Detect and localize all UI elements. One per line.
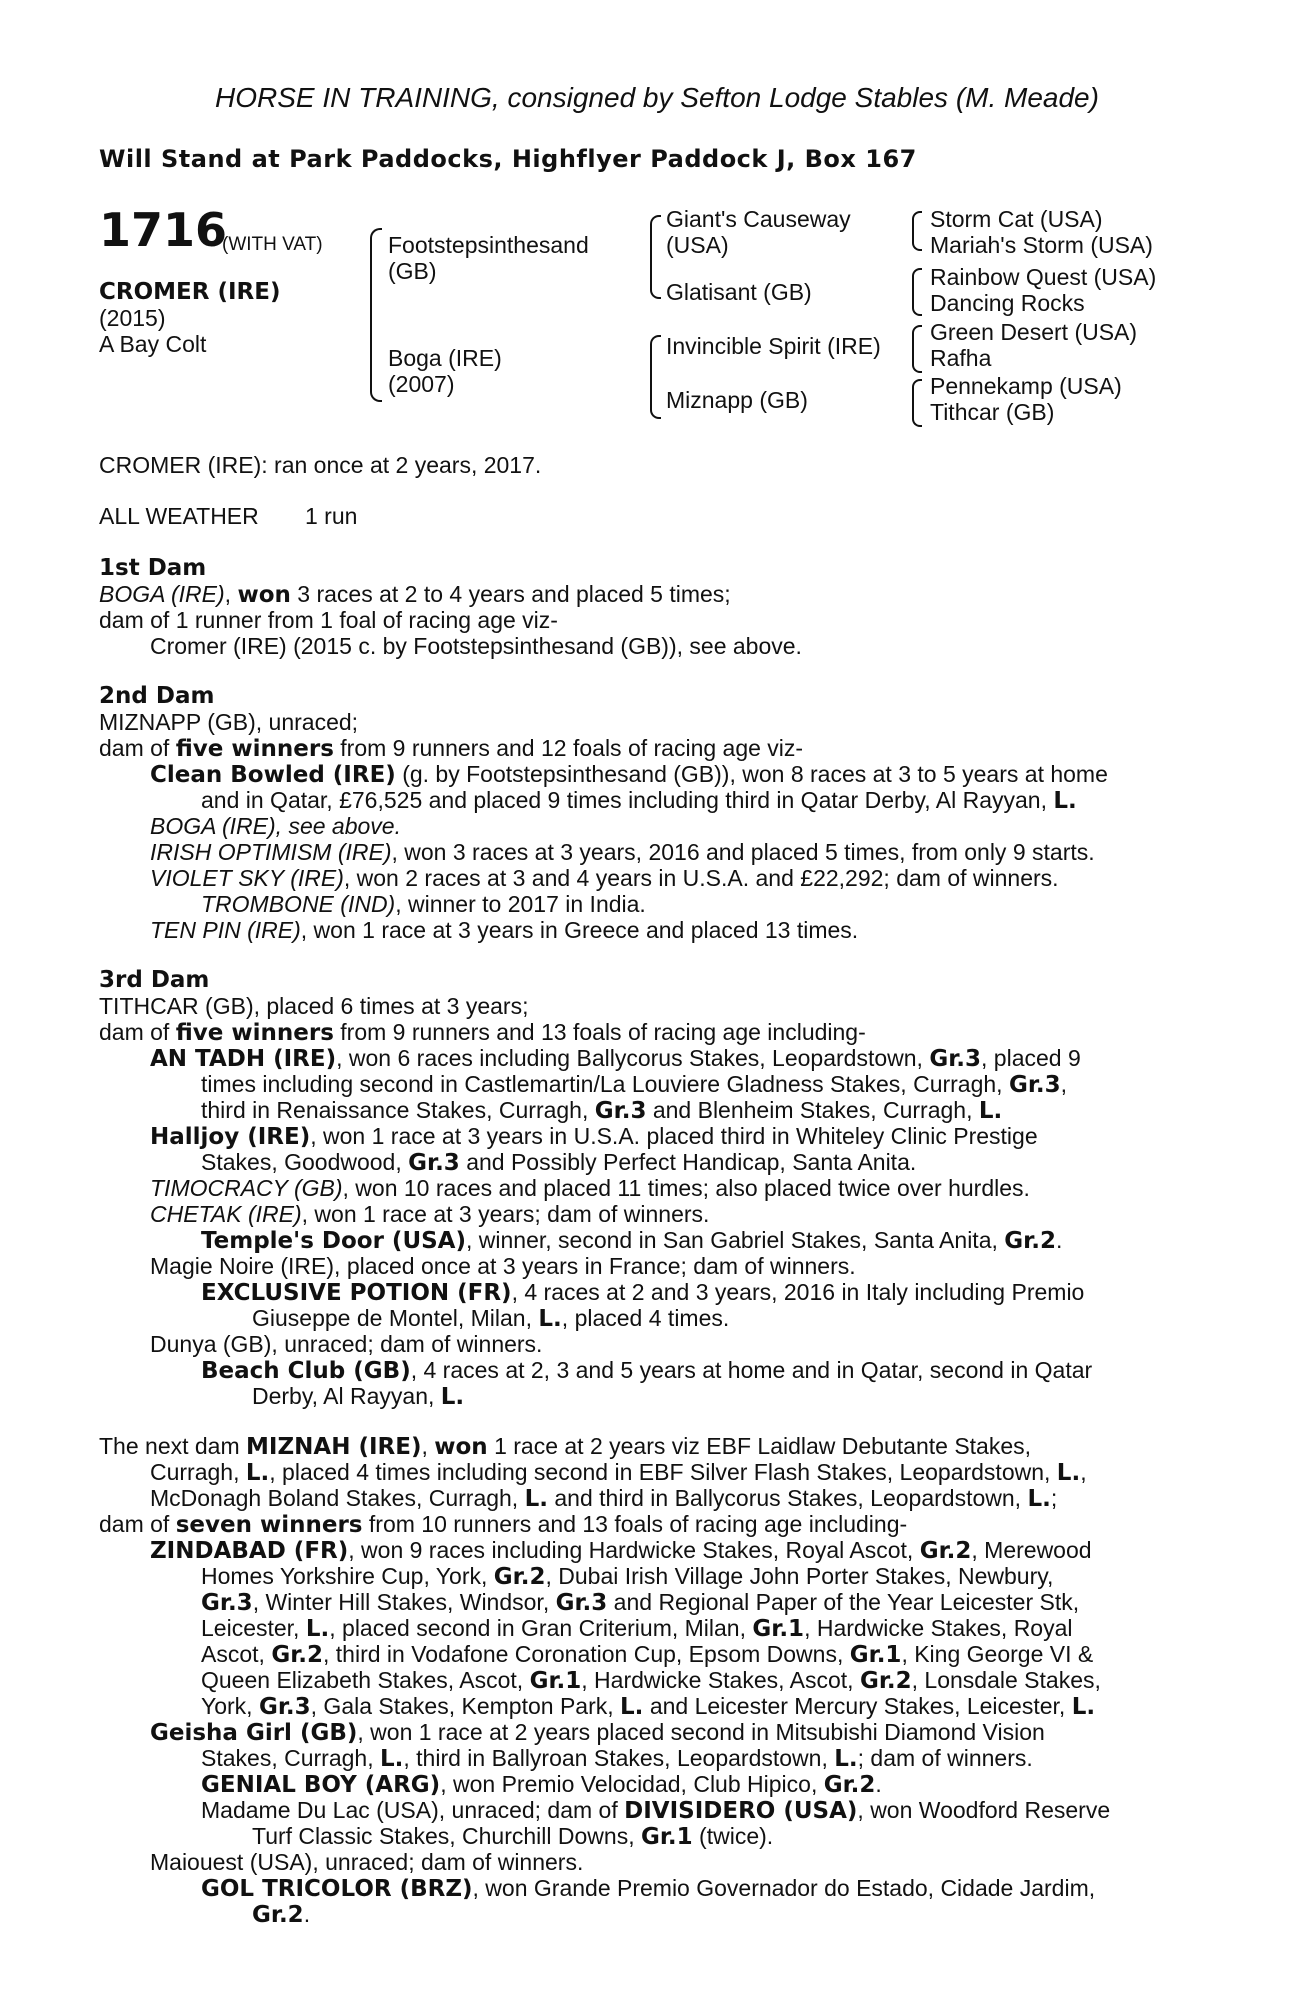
produce-line [201, 1772, 882, 1799]
winners-count: seven winners [175, 1512, 363, 1538]
text: , placed second in Gran Criterium, Milan, [329, 1615, 753, 1641]
text: times including second in Castlemartin/La Louviere Gladness Stakes, Curragh, [201, 1071, 1009, 1097]
first-dam-line: dam of 1 runner from 1 foal of racing age viz- [99, 607, 558, 633]
next-dam-line [150, 1486, 1057, 1513]
produce-line [201, 1746, 1033, 1773]
grade: Gr.1 [529, 1668, 582, 1694]
pedigree-dam-dam: Miznapp (GB) [666, 387, 808, 413]
horse-name: EXCLUSIVE POTION (FR) [201, 1280, 512, 1306]
produce-line [150, 1538, 1092, 1565]
grade: Gr.2 [271, 1642, 323, 1668]
text: dam of [99, 735, 176, 761]
text: (g. by Footstepsinthesand (GB)), won 8 races at 3 to 5 years at home [395, 761, 1108, 787]
grade: Gr.3 [555, 1590, 608, 1616]
dam-name: BOGA (IRE) [99, 581, 225, 607]
winners-count: five winners [175, 736, 334, 762]
text: , winner, second in San Gabriel Stakes, Santa Anita, [466, 1227, 1005, 1253]
pedigree-sire-suffix: (GB) [388, 258, 437, 284]
horse-name: Halljoy (IRE) [150, 1124, 311, 1150]
next-dam-line [99, 1512, 907, 1539]
text: Derby, Al Rayyan, [252, 1383, 441, 1409]
first-dam-line [99, 582, 731, 609]
consignor-heading: HORSE IN TRAINING, consigned by Sefton Lodge Stables (M. Meade) [215, 82, 1099, 113]
text: , won 1 race at 3 years in Greece and placed 13 times. [300, 917, 859, 943]
pedigree-brace [370, 228, 382, 402]
text: , Hardwicke Stakes, Ascot, [581, 1667, 860, 1693]
grade: Gr.2 [823, 1772, 876, 1798]
pedigree-dam-sire: Invincible Spirit (IRE) [666, 333, 881, 359]
text: , won 9 races including Hardwicke Stakes, Royal Ascot, [348, 1537, 920, 1563]
produce-line [252, 1824, 773, 1851]
horse-name: Temple's Door (USA) [201, 1228, 466, 1254]
vat-note: (WITH VAT) [222, 234, 323, 255]
text: , [1060, 1071, 1068, 1097]
text: , Dubai Irish Village John Porter Stakes, Newbury, [545, 1563, 1054, 1589]
grade: Gr.3 [929, 1046, 982, 1072]
text: , won 2 races at 3 and 4 years in U.S.A. and £22,292; dam of winners. [343, 865, 1059, 891]
surface-runs: 1 run [305, 503, 358, 529]
grade: L. [620, 1694, 644, 1720]
text: Ascot, [201, 1641, 272, 1667]
produce-line: Magie Noire (IRE), placed once at 3 years in France; dam of winners. [150, 1253, 856, 1279]
text: , third in Vodafone Coronation Cup, Epsom Downs, [323, 1641, 850, 1667]
grade: Gr.1 [640, 1824, 693, 1850]
pedigree-brace [912, 211, 922, 251]
pedigree-brace [650, 335, 661, 419]
horse-name: TIMOCRACY (GB) [150, 1175, 343, 1201]
third-dam-heading: 3rd Dam [99, 967, 210, 993]
pedigree-brace [912, 268, 922, 316]
text: . [303, 1901, 311, 1927]
grade: Gr.3 [1008, 1072, 1061, 1098]
text: from 10 runners and 13 foals of racing age including- [362, 1511, 908, 1537]
text: dam of [99, 1511, 176, 1537]
grade: L. [524, 1486, 548, 1512]
text: and Blenheim Stakes, Curragh, [646, 1097, 979, 1123]
text: Queen Elizabeth Stakes, Ascot, [201, 1667, 530, 1693]
text: and Regional Paper of the Year Leicester Stk, [607, 1589, 1080, 1615]
pedigree-gen3-3: Rainbow Quest (USA) [930, 264, 1157, 290]
text: 1 race at 2 years viz EBF Laidlaw Debutante Stakes, [487, 1433, 1032, 1459]
produce-line [201, 1280, 1084, 1307]
text: , [421, 1433, 435, 1459]
text: , won 6 races including Ballycorus Stakes, Leopardstown, [336, 1045, 930, 1071]
text: , Merewood [971, 1537, 1092, 1563]
grade: L. [440, 1384, 465, 1410]
first-dam-produce: Cromer (IRE) (2015 c. by Footstepsinthesand (GB)), see above. [150, 633, 802, 659]
text: 3 races at 2 to 4 years and placed 5 times; [290, 581, 731, 607]
text: . [875, 1771, 882, 1797]
produce-line [201, 1358, 1092, 1385]
first-dam-heading: 1st Dam [99, 555, 207, 581]
horse-description: A Bay Colt [99, 331, 207, 357]
text: ; [1050, 1485, 1058, 1511]
horse-name: GENIAL BOY (ARG) [201, 1772, 441, 1798]
pedigree-dam-suffix: (2007) [388, 371, 455, 397]
text: , Lonsdale Stakes, [911, 1667, 1101, 1693]
horse-name: CHETAK (IRE) [150, 1201, 302, 1227]
horse-name: CROMER (IRE) [99, 279, 281, 305]
produce-line [201, 1228, 1062, 1255]
horse-name: Clean Bowled (IRE) [150, 762, 396, 788]
produce-line [201, 1694, 1095, 1721]
won-label: won [237, 582, 291, 608]
pedigree-gen3-5: Green Desert (USA) [930, 319, 1138, 345]
grade: Gr.3 [408, 1150, 460, 1176]
produce-line [150, 1124, 1038, 1151]
pedigree-sire-sire-suffix: (USA) [666, 232, 729, 258]
horse-name: MIZNAH (IRE) [246, 1434, 422, 1460]
horse-name: TROMBONE (IND) [201, 891, 396, 917]
text: , won 10 races and placed 11 times; also placed twice over hurdles. [342, 1175, 1030, 1201]
text: Turf Classic Stakes, Churchill Downs, [252, 1823, 641, 1849]
text: , Gala Stakes, Kempton Park, [310, 1693, 621, 1719]
won-label: won [434, 1434, 488, 1460]
grade: L. [305, 1616, 330, 1642]
text: , placed 4 times including second in EBF Silver Flash Stakes, Leopardstown, [269, 1459, 1057, 1485]
grade: L. [538, 1306, 562, 1332]
horse-name: DIVISIDERO (USA) [624, 1798, 858, 1824]
grade: Gr.2 [493, 1564, 546, 1590]
pedigree-sire-dam: Glatisant (GB) [666, 279, 812, 305]
text: and third in Ballycorus Stakes, Leopardstown, [548, 1485, 1028, 1511]
horse-name: TEN PIN (IRE) [150, 917, 301, 943]
grade: L. [1056, 1460, 1081, 1486]
text: , 4 races at 2, 3 and 5 years at home and in Qatar, second in Qatar [410, 1357, 1093, 1383]
horse-name: IRISH OPTIMISM (IRE) [150, 839, 392, 865]
text: , won 1 race at 3 years in U.S.A. placed third in Whiteley Clinic Prestige [310, 1123, 1038, 1149]
produce-line: BOGA (IRE), see above. [150, 813, 401, 839]
produce-line [150, 1176, 1030, 1202]
produce-line [150, 866, 1059, 892]
produce-line [150, 1720, 1045, 1747]
horse-name: VIOLET SKY (IRE) [150, 865, 344, 891]
text: and in Qatar, £76,525 and placed 9 times including third in Qatar Derby, Al Rayyan, [201, 787, 1054, 813]
grade: L. [245, 1460, 270, 1486]
text: Stakes, Curragh, [201, 1745, 380, 1771]
produce-line [150, 840, 1095, 866]
pedigree-brace [912, 379, 922, 427]
produce-line [201, 1590, 1079, 1617]
horse-year: (2015) [99, 305, 166, 331]
winners-count: five winners [175, 1020, 334, 1046]
produce-line [201, 1876, 1095, 1903]
text: dam of [99, 1019, 176, 1045]
text: Leicester, [201, 1615, 306, 1641]
produce-line [252, 1306, 729, 1333]
produce-line [201, 1616, 1073, 1643]
grade: L. [379, 1746, 404, 1772]
pedigree-brace [912, 325, 922, 373]
pedigree-sire-sire: Giant's Causeway [666, 206, 851, 232]
text: , placed 4 times. [561, 1305, 730, 1331]
produce-line [201, 892, 646, 918]
text: , won Woodford Reserve [857, 1797, 1111, 1823]
text: , [1080, 1459, 1087, 1485]
text: Curragh, [150, 1459, 246, 1485]
grade: Gr.1 [752, 1616, 805, 1642]
pedigree-brace [650, 215, 661, 299]
text: and Possibly Perfect Handicap, Santa Anita. [459, 1149, 917, 1175]
produce-line [201, 1150, 916, 1177]
pedigree-gen3-2: Mariah's Storm (USA) [930, 232, 1153, 258]
text: Homes Yorkshire Cup, York, [201, 1563, 494, 1589]
horse-name: Beach Club (GB) [201, 1358, 411, 1384]
pedigree-gen3-6: Rafha [930, 345, 992, 371]
grade: L. [1071, 1694, 1096, 1720]
pedigree-gen3-8: Tithcar (GB) [930, 399, 1055, 425]
horse-name: ZINDABAD (FR) [150, 1538, 349, 1564]
produce-line [252, 1384, 464, 1411]
second-dam-heading: 2nd Dam [99, 683, 215, 709]
horse-name: GOL TRICOLOR (BRZ) [201, 1876, 473, 1902]
text: , won 1 race at 3 years; dam of winners. [301, 1201, 710, 1227]
second-dam-line: MIZNAPP (GB), unraced; [99, 709, 359, 735]
next-dam-line [150, 1460, 1087, 1487]
produce-line [201, 1564, 1053, 1591]
grade: L. [1027, 1486, 1051, 1512]
text: , Winter Hill Stakes, Windsor, [252, 1589, 556, 1615]
produce-line [150, 762, 1108, 789]
text: , Hardwicke Stakes, Royal [804, 1615, 1073, 1641]
text: from 9 runners and 13 foals of racing age including- [333, 1019, 866, 1045]
text: Stakes, Goodwood, [201, 1149, 409, 1175]
grade: L. [978, 1098, 1003, 1124]
grade: Gr.1 [849, 1642, 902, 1668]
text: . [1055, 1227, 1063, 1253]
horse-name: Geisha Girl (GB) [150, 1720, 358, 1746]
text: , [224, 581, 238, 607]
grade: L. [1053, 788, 1077, 814]
produce-line: Maiouest (USA), unraced; dam of winners. [150, 1849, 584, 1875]
text: , King George VI & [901, 1641, 1094, 1667]
pedigree-gen3-4: Dancing Rocks [930, 290, 1085, 316]
lot-number: 1716 [99, 203, 228, 257]
grade: Gr.3 [258, 1694, 311, 1720]
grade: L. [834, 1746, 858, 1772]
stand-location: Will Stand at Park Paddocks, Highflyer Paddock J, Box 167 [99, 145, 917, 173]
pedigree-gen3-1: Storm Cat (USA) [930, 206, 1103, 232]
horse-name: AN TADH (IRE) [150, 1046, 337, 1072]
grade: Gr.2 [1004, 1228, 1056, 1254]
grade: Gr.2 [252, 1902, 304, 1928]
produce-line [201, 788, 1077, 815]
grade: Gr.3 [594, 1098, 647, 1124]
pedigree-sire: Footstepsinthesand [388, 232, 589, 258]
surface-label: ALL WEATHER [99, 503, 259, 529]
text: , won Premio Velocidad, Club Hipico, [440, 1771, 824, 1797]
text: Giuseppe de Montel, Milan, [252, 1305, 539, 1331]
text: ; dam of winners. [857, 1745, 1033, 1771]
text: , won 3 races at 3 years, 2016 and placed 5 times, from only 9 starts. [391, 839, 1095, 865]
produce-line [150, 1046, 1081, 1073]
text: York, [201, 1693, 259, 1719]
produce-line [252, 1902, 310, 1929]
grade: Gr.2 [859, 1668, 912, 1694]
text: from 9 runners and 12 foals of racing age viz- [333, 735, 804, 761]
text: , 4 races at 2 and 3 years, 2016 in Italy including Premio [511, 1279, 1085, 1305]
text: and Leicester Mercury Stakes, Leicester, [643, 1693, 1072, 1719]
produce-line [201, 1668, 1101, 1695]
grade: Gr.2 [919, 1538, 972, 1564]
text: , placed 9 [981, 1045, 1081, 1071]
produce-line [150, 918, 858, 944]
produce-line [201, 1072, 1067, 1099]
third-dam-line [99, 1020, 866, 1047]
text: , winner to 2017 in India. [395, 891, 646, 917]
third-dam-line: TITHCAR (GB), placed 6 times at 3 years; [99, 993, 529, 1019]
race-record-summary: CROMER (IRE): ran once at 2 years, 2017. [99, 452, 542, 478]
text: Madame Du Lac (USA), unraced; dam of [201, 1797, 625, 1823]
grade: Gr.3 [201, 1590, 253, 1616]
next-dam-line [99, 1434, 1031, 1461]
text: , third in Ballyroan Stakes, Leopardstown, [403, 1745, 835, 1771]
text: (twice). [692, 1823, 774, 1849]
text: The next dam [99, 1433, 247, 1459]
text: third in Renaissance Stakes, Curragh, [201, 1097, 595, 1123]
pedigree-dam: Boga (IRE) [388, 345, 502, 371]
second-dam-line [99, 736, 803, 763]
pedigree-gen3-7: Pennekamp (USA) [930, 373, 1122, 399]
text: , won Grande Premio Governador do Estado, Cidade Jardim, [472, 1875, 1096, 1901]
text: McDonagh Boland Stakes, Curragh, [150, 1485, 525, 1511]
text: , won 1 race at 2 years placed second in Mitsubishi Diamond Vision [357, 1719, 1045, 1745]
produce-line [150, 1202, 709, 1228]
produce-line: Dunya (GB), unraced; dam of winners. [150, 1331, 543, 1357]
produce-line [201, 1098, 1002, 1125]
produce-line [201, 1642, 1093, 1669]
produce-line [201, 1798, 1110, 1825]
